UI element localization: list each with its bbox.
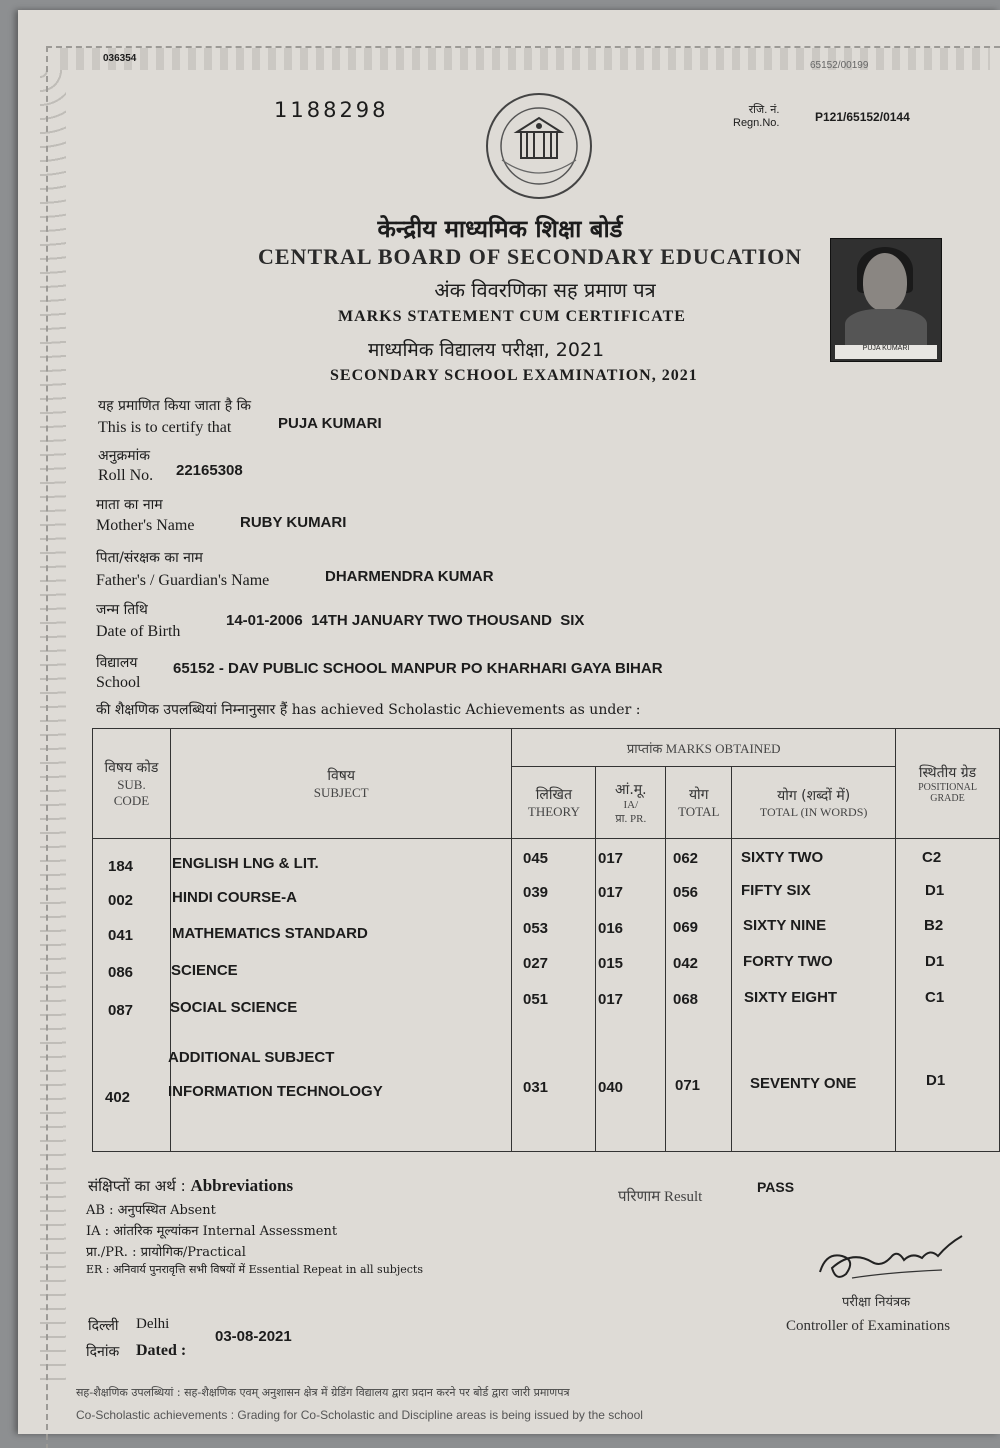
row-total: 069 — [673, 919, 699, 936]
row-ia: 017 — [598, 884, 624, 901]
result-label: परिणाम Result — [618, 1189, 703, 1205]
mother-label-hindi: माता का नाम — [96, 497, 163, 513]
regn-label-hi: रजि. नं. — [748, 104, 780, 116]
header-marks-obtained: प्राप्तांक MARKS OBTAINED — [512, 729, 896, 767]
school-label-hindi: विद्यालय — [96, 655, 138, 671]
row-theory: 039 — [523, 884, 549, 901]
dated-label: Dated : — [136, 1342, 187, 1359]
row-ia: 017 — [598, 991, 624, 1008]
row-subject: ENGLISH LNG & LIT. — [172, 855, 319, 872]
controller-signature-icon — [812, 1222, 972, 1292]
row-ia: 016 — [598, 920, 624, 937]
row-code: 402 — [105, 1089, 131, 1106]
roll-number: 22165308 — [176, 462, 243, 479]
regn-number: P121/65152/0144 — [815, 110, 910, 124]
row-grade: C2 — [922, 849, 942, 866]
row-code: 184 — [108, 858, 134, 875]
mother-label: Mother's Name — [96, 517, 195, 534]
row-grade: D1 — [926, 1072, 946, 1089]
abbreviation-item: AB : अनुपस्थित Absent — [86, 1203, 216, 1218]
row-grade: D1 — [925, 882, 945, 899]
photo-face — [863, 253, 907, 311]
row-code: 041 — [108, 927, 134, 944]
abbreviation-item: ER : अनिवार्य पुनरावृत्ति सभी विषयों में Essential Repeat in all subjects — [86, 1263, 423, 1276]
result-value: PASS — [757, 1179, 795, 1195]
school-name: 65152 - DAV PUBLIC SCHOOL MANPUR PO KHARHARI GAYA BIHAR — [173, 660, 663, 677]
row-total: 068 — [673, 991, 699, 1008]
student-photo — [830, 238, 942, 362]
regn-label — [733, 104, 779, 130]
row-total-words: SIXTY TWO — [741, 849, 824, 866]
row-theory: 045 — [523, 850, 549, 867]
row-code: 002 — [108, 892, 134, 909]
row-total: 056 — [673, 884, 699, 901]
place-label: Delhi — [136, 1316, 170, 1332]
co-scholastic-note-hindi: सह-शैक्षणिक उपलब्धियां : सह-शैक्षणिक एवम् अनुशासन क्षेत्र में ग्रेडिंग विद्यालय द्वारा प्रदान करने पर बोर्ड द्वारा जारी प्रमाणपत्र — [76, 1386, 570, 1399]
header-subject: विषय SUBJECT — [170, 729, 512, 839]
row-grade: D1 — [925, 953, 945, 970]
row-total: 042 — [673, 955, 699, 972]
regn-label-en: Regn.No. — [733, 117, 780, 129]
controller-title-hindi: परीक्षा नियंत्रक — [842, 1295, 911, 1310]
row-ia: 040 — [598, 1079, 624, 1096]
statement-title-hindi: अंक विवरणिका सह प्रमाण पत्र — [434, 278, 656, 302]
achieved-line: की शैक्षणिक उपलब्धियां निम्नानुसार हैं has achieved Scholastic Achievements as under : — [96, 702, 641, 718]
roll-label-hindi: अनुक्रमांक — [98, 448, 150, 464]
roll-label: Roll No. — [98, 467, 154, 484]
certify-label: This is to certify that — [98, 419, 232, 436]
issue-date: 03-08-2021 — [215, 1328, 292, 1345]
row-grade: B2 — [924, 917, 944, 934]
header-total-words: योग (शब्दों में) TOTAL (IN WORDS) — [732, 767, 896, 839]
row-theory: 053 — [523, 920, 549, 937]
father-name: DHARMENDRA KUMAR — [325, 568, 494, 585]
abbreviation-item: प्रा./PR. : प्रायोगिक/Practical — [86, 1245, 246, 1260]
place-label-hindi: दिल्ली — [88, 1318, 119, 1334]
photo-body — [845, 309, 927, 347]
abbreviation-item: IA : आंतरिक मूल्यांकन Internal Assessment — [86, 1224, 338, 1239]
row-total-words: SIXTY EIGHT — [744, 989, 838, 1006]
statement-title-english: MARKS STATEMENT CUM CERTIFICATE — [338, 308, 686, 325]
dated-label-hindi: दिनांक — [86, 1344, 120, 1360]
row-subject: HINDI COURSE-A — [172, 889, 298, 906]
row-total-words: FIFTY SIX — [741, 882, 811, 899]
header-theory: लिखित THEORY — [512, 767, 596, 839]
row-ia: 015 — [598, 955, 624, 972]
header-ia-practical: आं.मू. IA/ प्रा. PR. — [596, 767, 666, 839]
row-total-words: SEVENTY ONE — [750, 1075, 857, 1092]
father-label-hindi: पिता/संरक्षक का नाम — [96, 550, 203, 566]
certify-label-hindi: यह प्रमाणित किया जाता है कि — [98, 398, 252, 414]
exam-title-hindi: माध्यमिक विद्यालय परीक्षा, 2021 — [368, 339, 605, 361]
header-total: योग TOTAL — [666, 767, 732, 839]
photo-caption: PUJA KUMARI — [835, 345, 937, 359]
father-label: Father's / Guardian's Name — [96, 572, 270, 589]
row-subject: SOCIAL SCIENCE — [170, 999, 298, 1016]
board-name-hindi: केन्द्रीय माध्यमिक शिक्षा बोर्ड — [377, 215, 623, 243]
row-subject: MATHEMATICS STANDARD — [172, 925, 368, 942]
row-subject: SCIENCE — [171, 962, 238, 979]
row-total-words: FORTY TWO — [743, 953, 833, 970]
exam-title-english: SECONDARY SCHOOL EXAMINATION, 2021 — [330, 367, 698, 384]
row-code: 087 — [108, 1002, 134, 1019]
school-label: School — [96, 674, 141, 691]
date-of-birth: 14-01-2006 14TH JANUARY TWO THOUSAND SIX — [226, 612, 585, 629]
board-name-english: CENTRAL BOARD OF SECONDARY EDUCATION — [258, 244, 803, 269]
cbse-emblem-icon — [474, 90, 604, 202]
row-code: 086 — [108, 964, 134, 981]
row-ia: 017 — [598, 850, 624, 867]
header-sub-code: विषय कोड SUB. CODE — [93, 729, 171, 839]
row-theory: 051 — [523, 991, 549, 1008]
abbreviations-title: संक्षिप्तों का अर्थ : Abbreviations — [88, 1176, 294, 1195]
additional-subject-label: ADDITIONAL SUBJECT — [168, 1049, 335, 1066]
row-theory: 031 — [523, 1079, 549, 1096]
row-total: 062 — [673, 850, 699, 867]
row-total-words: SIXTY NINE — [743, 917, 827, 934]
dob-label: Date of Birth — [96, 623, 181, 640]
row-grade: C1 — [925, 989, 945, 1006]
row-theory: 027 — [523, 955, 549, 972]
co-scholastic-note: Co-Scholastic achievements : Grading for Co-Scholastic and Discipline areas is being issued by the school — [76, 1408, 643, 1422]
serial-top-right: 65152/00199 — [810, 60, 869, 71]
mother-name: RUBY KUMARI — [240, 514, 347, 531]
certificate-number: 1188298 — [274, 98, 389, 122]
header-positional-grade: स्थितीय ग्रेड POSITIONAL GRADE — [896, 729, 1000, 839]
serial-top-left: 036354 — [103, 53, 137, 64]
row-total: 071 — [675, 1077, 701, 1094]
controller-title: Controller of Examinations — [786, 1318, 951, 1334]
dob-label-hindi: जन्म तिथि — [96, 602, 148, 618]
row-subject: INFORMATION TECHNOLOGY — [168, 1083, 383, 1100]
student-name: PUJA KUMARI — [278, 415, 382, 432]
